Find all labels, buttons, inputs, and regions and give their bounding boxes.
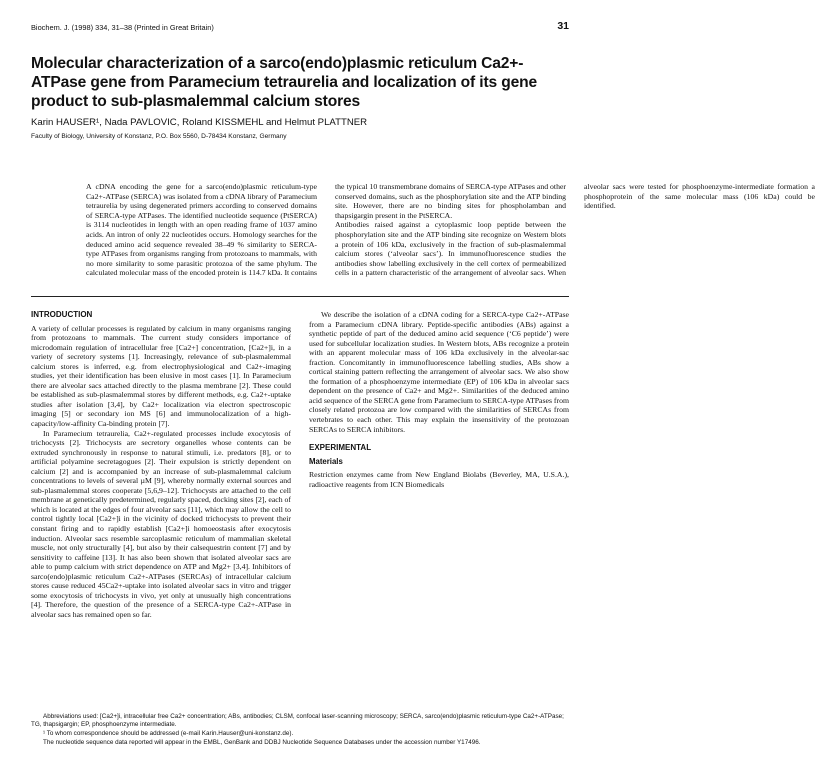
spacer: [309, 434, 569, 443]
body-column-right: [309, 310, 569, 489]
experimental-heading: EXPERIMENTAL: [309, 443, 372, 453]
body-paragraph: A variety of cellular processes is regulated by calcium in many organisms ranging from protozoans to mammals. The current study considers importance of microdomain regulation of intracellular free [Ca2+] concentration, [Ca2+]i, in a variety of secretory systems [1]. Increasingly, relevance of sub-plasmalemmal calcium stores is inferred, e.g. from electrophysiological and Ca2+-imaging studies, yet their identification has been elusive in most cases [1]. In Paramecium there are alveolar sacs attached directly to the plasma membrane [2]. These could be established as sub-plasmalemmal stores by different methods, e.g. Ca2+-uptake studies after isolation [3,4], by Ca2+ localization via electron spectroscopic imaging [5] or secondary ion MS [6] and immunolocalization of a high-capacity/low-affinity Ca-binding protein [7].: [31, 323, 291, 429]
footnote-abbreviations: Abbreviations used: [Ca2+]i, intracellular free Ca2+ concentration; ABs, antibodies; CLSM, confocal laser-scanning microscopy; SERCA, sarco(endo)plasmic reticulum-type Ca2+-ATPase; TG, thapsigargin; EP, phosphoenzyme intermediate.: [31, 713, 564, 728]
article-title: Molecular characterization of a sarco(endo)plasmic reticulum Ca2+-ATPase gene from Paramecium tetraurelia and localization of its gene product to sub-plasmalemmal calcium stores: [31, 55, 537, 110]
footnote-accession: The nucleotide sequence data reported will appear in the EMBL, GenBank and DDBJ Nucleotide Sequence Databases under the accession number Y17496.: [43, 739, 481, 746]
body-paragraph: In Paramecium tetraurelia, Ca2+-regulated processes include exocytosis of trichocysts [2]. Trichocysts are secretory organelles whose contents can be extruded synchronously in response to natural stimuli, i.e. predators [8], or to artificial polyamine secretagogues [2]. Their expulsion is strictly dependent on calcium [2] and is accompanied by an increase of sub-plasmalemmal calcium concentrations to levels of several µM [9], whereby normally external sources and sub-plasmalemmal stores cooperate [5,6,9–12]. Trichocysts are attached to the cell membrane at genetically predetermined, regularly spaced, docking sites [2], each of which is located at the edges of four alveolar sacs [11], which may allow the cell to control tightly local [Ca2+]i in the vicinity of docked trichocysts to prevent their constant firing and to rapidly establish [Ca2+]i homoeostasis after exocytosis induction. Alveolar sacs resemble sarcoplasmic reticulum of mammalian skeletal muscle, not only structurally [4], but also by their calsequestrin content [7] and by sensitivity to caffeine [13]. It has also been shown that isolated alveolar sacs are able to pump calcium with strict dependence on ATP and Mg2+ [3,4]. Inhibitors of sarco(endo)plasmic reticulum Ca2+-ATPases (SERCAs) of intracellular calcium stores cause reduced 45Ca2+-uptake into isolated alveolar sacs in vitro and trigger some exocytosis of trichocysts in vivo, yet only at unusually high concentrations [4]. Therefore, the question of the presence of a SERCA-type Ca2+-ATPase in alveolar sacs has remained open so far.: [31, 428, 291, 619]
footnote-correspondence: ¹ To whom correspondence should be addressed (e-mail Karin.Hauser@uni-konstanz.de).: [43, 730, 294, 737]
materials-heading: Materials: [309, 456, 343, 466]
page-number: 31: [557, 20, 569, 32]
body-paragraph: We describe the isolation of a cDNA coding for a SERCA-type Ca2+-ATPase from a Paramecium cDNA library. Peptide-specific antibodies (ABs) against a synthetic peptide of part of the deduced amino acid sequence (‘C6 peptide’) were used for subcellular localization studies. In Western blots, ABs recognize a protein with an apparent molecular mass of 106 kDa exclusively in the alveolar-sac fraction. Concomitantly in immunofluorescence labelling studies, ABs show a cortical staining pattern reflecting the arrangement of alveolar sacs. We also show the formation of a phosphoenzyme intermediate (EP) of 106 kDa in alveolar sacs dependent on the presence of Ca2+ and Mg2+. Similarities of the deduced amino acid sequence of the SERCA gene from Paramecium to SERCA-type ATPases from closely related protozoa are low compared with the similarities of SERCAs from vertebrates to each other. This may explain the insensitivity of the protozoan SERCAs to SERCA inhibitors.: [309, 310, 569, 434]
author-list: Karin HAUSER¹, Nada PAVLOVIC, Roland KISSMEHL and Helmut PLATTNER: [31, 117, 368, 128]
body-column-left: [31, 310, 291, 620]
running-head: Biochem. J. (1998) 334, 31–38 (Printed in Great Britain): [31, 23, 214, 32]
affiliation: Faculty of Biology, University of Konstanz, P.O. Box 5560, D-78434 Konstanz, Germany: [31, 133, 287, 140]
body-paragraph: Restriction enzymes came from New England Biolabs (Beverley, MA, U.S.A.), radioactive reagents from ICN Biomedicals: [309, 470, 569, 489]
footnotes: [31, 713, 569, 748]
section-divider: [31, 296, 569, 297]
abstract-paragraph: Antibodies raised against a cytoplasmic loop peptide between the phosphorylation site and the ATP binding site recognize on Western blots a protein of 106 kDa, exclusively in the fraction of sub-plasmalemmal calcium stores (‘alveolar sacs’). In immunofluorescence studies the antibodies show labelling exclusively in the cell cortex of permeabilized cells in a pattern characteristic of the arrangement of alveolar sacs. When alveolar sacs were tested for phosphoenzyme-intermediate formation a phosphoprotein of the same molecular mass (106 kDa) could be identified.: [335, 182, 815, 278]
abstract-paragraph: A cDNA encoding the gene for a sarco(endo)plasmic reticulum-type Ca2+-ATPase (SERCA) was isolated from a cDNA library of Paramecium tetraurelia by using degenerated primers according to conserved domains of SERCA-type ATPases. The identified nucleotide sequence (PtSERCA) is 3114 nucleotides in length with an open reading frame of 1037 amino acids. An intron of only 22 nucleotides occurs. Homology searches for the deduced amino acid sequence revealed 38–49 % similarity to SERCA-type ATPases from organisms ranging from protozoans to mammals, with no more similarity to some parasitic protozoa of the same phylum. The calculated molecular mass of the encoded protein is 114.7 kDa. It contains the typical 10 transmembrane domains of SERCA-type ATPases and other conserved domains, such as the phosphorylation site and the ATP binding site. However, there are no binding sites for phospholamban and thapsigargin present in the PtSERCA.: [86, 182, 566, 278]
introduction-heading: INTRODUCTION: [31, 310, 93, 319]
abstract: [86, 182, 815, 282]
